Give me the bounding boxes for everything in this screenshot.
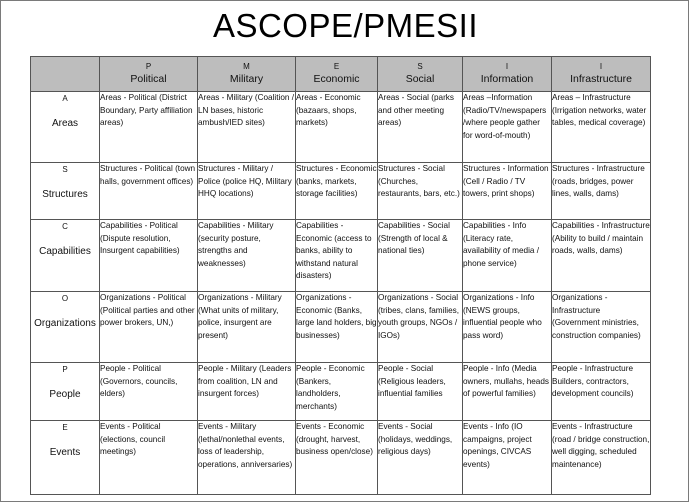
row-letter: P xyxy=(62,365,68,374)
table-cell: Events - Infrastructure (road / bridge construction, well digging, scheduled maintenance) xyxy=(552,421,651,495)
column-letter: I xyxy=(505,62,509,71)
table-cell: Areas - Military (Coalition / LN bases, historic ambush/IED sites) xyxy=(198,92,296,163)
column-label: Economic xyxy=(313,73,360,85)
table-cell: Organizations - Info (NEWS groups, influential people who pass word) xyxy=(463,292,552,363)
table-cell: People - Info (Media owners, mullahs, heads of powerful families) xyxy=(463,363,552,421)
page-title: ASCOPE/PMESII xyxy=(212,7,479,44)
table-cell: Organizations - Political (Political parties and other power brokers, UN,) xyxy=(100,292,198,363)
table-cell: Capabilities - Infrastructure (Ability to build / maintain roads, walls, dams) xyxy=(552,220,651,292)
table-cell: Structures - Infrastructure (roads, bridges, power lines, walls, dams) xyxy=(552,163,651,220)
table-cell: Capabilities - Social (Strength of local & national ties) xyxy=(378,220,463,292)
table-cell: Organizations - Military (What units of military, police, insurgent are present) xyxy=(198,292,296,363)
table-cell: Structures - Political (town halls, government offices) xyxy=(100,163,198,220)
table-row-people xyxy=(31,363,651,421)
column-header-infrastructure xyxy=(552,57,651,92)
table-cell: Areas – Infrastructure (Irrigation networks, water tables, medical coverage) xyxy=(552,92,651,163)
table-cell: Events - Military (lethal/nonlethal events, loss of leadership, operations, anniversaries) xyxy=(198,421,296,495)
table-row-structures xyxy=(31,163,651,220)
table-cell: Capabilities - Economic (access to banks, ability to withstand natural disasters) xyxy=(296,220,378,292)
column-letter: M xyxy=(243,62,250,71)
table-cell: People - Military (Leaders from coalition, LN and insurgent forces) xyxy=(198,363,296,421)
corner-cell xyxy=(31,57,100,92)
table-cell: Areas - Economic (bazaars, shops, markets) xyxy=(296,92,378,163)
row-label: Areas xyxy=(51,118,79,129)
column-label: Information xyxy=(480,73,534,85)
row-label: Events xyxy=(49,447,81,458)
table-cell: Structures - Military / Police (police HQ, Military HHQ locations) xyxy=(198,163,296,220)
table-cell: Events - Social (holidays, weddings, religious days) xyxy=(378,421,463,495)
column-letter: I xyxy=(599,62,603,71)
table-cell: Organizations - Infrastructure (Government ministries, construction companies) xyxy=(552,292,651,363)
table-cell: Structures - Social (Churches, restaurants, bars, etc.) xyxy=(378,163,463,220)
header-row xyxy=(31,57,651,92)
table-cell: Areas - Social (parks and other meeting areas) xyxy=(378,92,463,163)
row-header-events xyxy=(31,421,100,495)
table-cell: Organizations - Social (tribes, clans, families, youth groups, NGOs / IGOs) xyxy=(378,292,463,363)
row-label: Organizations xyxy=(34,318,96,329)
row-header-structures xyxy=(31,163,100,220)
ascope-pmesii-table xyxy=(30,56,651,495)
row-letter: E xyxy=(62,423,68,432)
table-cell: Events - Political (elections, council meetings) xyxy=(100,421,198,495)
table-row-areas xyxy=(31,92,651,163)
row-header-people xyxy=(31,363,100,421)
row-letter: S xyxy=(62,165,68,174)
row-letter: A xyxy=(62,94,68,103)
table-cell: Capabilities - Political (Dispute resolution, Insurgent capabilities) xyxy=(100,220,198,292)
column-header-economic xyxy=(296,57,378,92)
table-row-capabilities xyxy=(31,220,651,292)
table-cell: People - Social (Religious leaders, influential families xyxy=(378,363,463,421)
row-label: Structures xyxy=(42,189,88,200)
column-header-information xyxy=(463,57,552,92)
row-letter: O xyxy=(61,294,69,303)
column-letter: E xyxy=(333,62,340,71)
table-cell: Areas - Political (District Boundary, Party affiliation areas) xyxy=(100,92,198,163)
row-label: People xyxy=(49,389,81,400)
column-label: Political xyxy=(130,73,167,85)
table-cell: People - Economic (Bankers, landholders, merchants) xyxy=(296,363,378,421)
row-header-capabilities xyxy=(31,220,100,292)
table-cell: People - Infrastructure Builders, contractors, development councils) xyxy=(552,363,651,421)
column-label: Military xyxy=(229,73,264,85)
table-cell: Events - Info (IO campaigns, project openings, CIVCAS events) xyxy=(463,421,552,495)
column-label: Social xyxy=(405,73,435,85)
column-letter: S xyxy=(417,62,423,71)
table-cell: Areas –Information (Radio/TV/newspapers /where people gather for word-of-mouth) xyxy=(463,92,552,163)
column-header-political xyxy=(100,57,198,92)
table-cell: Capabilities - Info (Literacy rate, availability of media / phone service) xyxy=(463,220,552,292)
table-cell: Organizations - Economic (Banks, large land holders, big businesses) xyxy=(296,292,378,363)
table-cell: Capabilities - Military (security posture, strengths and weaknesses) xyxy=(198,220,296,292)
row-letter: C xyxy=(62,222,68,231)
column-header-military xyxy=(198,57,296,92)
table-row-organizations xyxy=(31,292,651,363)
table-cell: Structures - Information (Cell / Radio / TV towers, print shops) xyxy=(463,163,552,220)
column-label: Infrastructure xyxy=(570,73,632,85)
row-label: Capabilities xyxy=(39,246,91,257)
table-cell: Structures - Economic (banks, markets, storage facilities) xyxy=(296,163,378,220)
table-cell: Events - Economic (drought, harvest, business open/close) xyxy=(296,421,378,495)
table-cell: People - Political (Governors, councils, elders) xyxy=(100,363,198,421)
column-header-social xyxy=(378,57,463,92)
row-header-organizations xyxy=(31,292,100,363)
column-letter: P xyxy=(145,62,152,71)
row-header-areas xyxy=(31,92,100,163)
table-row-events xyxy=(31,421,651,495)
